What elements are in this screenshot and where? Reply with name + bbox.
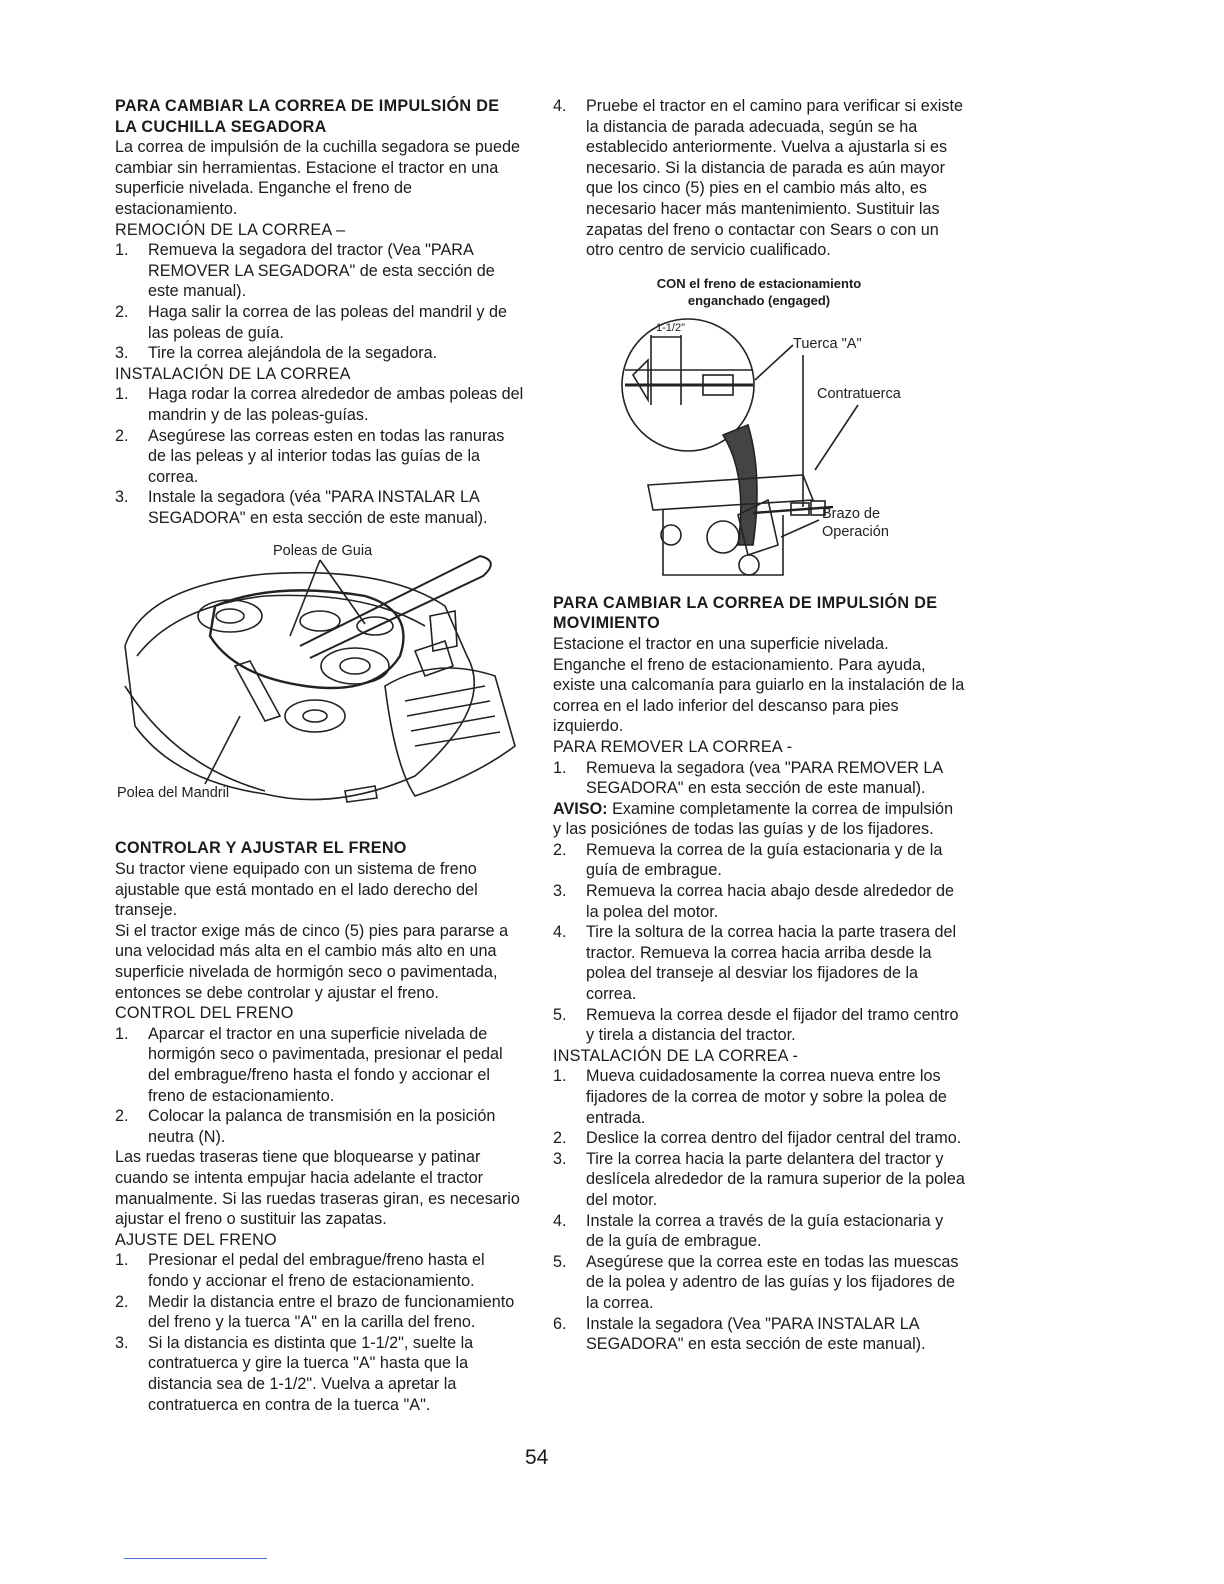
label-measurement: 1-1/2" [656,321,685,334]
brake-adjust-steps [115,1250,525,1415]
mower-deck-figure [115,536,525,836]
drive-install-heading: INSTALACIÓN DE LA CORREA - [553,1046,799,1065]
label-guide-pulleys: Poleas de Guia [273,543,373,560]
list-item: 4. Pruebe el tractor en el camino para verificar si existe la distancia de parada adecuada, según se ha establecido anteriormente. Vuelva a ajustarla si es necesario. Si la distancia de parada es aún mayor que los cinco (5) pies en el cambio más alto, es necesario hacer más mantenimiento. Sustituir las zapatas del freno o contactar con Sears o con un otro centro de servicio cualificado. [553,97,963,260]
figure-caption-line2: enganchado (engaged) [687,292,831,308]
right-column [553,96,965,1355]
section-title-brake: CONTROLAR Y AJUSTAR EL FRENO [115,839,407,858]
removal-heading: REMOCIÓN DE LA CORREA – [115,220,346,239]
list-item: 3. Remueva la correa hacia abajo desde alrededor de la polea del motor. [553,882,955,921]
rear-wheels-note: Las ruedas traseras tiene que bloquearse y patinar cuando se intenta empujar hacia adelante el tractor manualmente. Si las ruedas traseras giran, es necesario ajustar el freno o sustituir las zapatas. [115,1148,520,1229]
list-item: 1. Mueva cuidadosamente la correa nueva entre los fijadores de la correa de motor y sobre la polea de entrada. [553,1067,947,1127]
list-item: 3. Si la distancia es distinta que 1-1/2", suelte la contratuerca y gire la tuerca "A" hasta que la distancia sea de 1-1/2". Vuelva a apretar la contratuerca en contra de la tuerca "A". [115,1333,474,1414]
brake-adjust-heading: AJUSTE DEL FRENO [115,1230,277,1249]
brake-control-heading: CONTROL DEL FRENO [115,1004,294,1023]
label-operating-arm: Brazo de Operación [822,505,889,540]
list-item: 2. Deslice la correa dentro del fijador central del tramo. [553,1129,962,1148]
notice-paragraph [553,799,965,840]
section-title-drive-belt: PARA CAMBIAR LA CORREA DE IMPULSIÓN DE MOVIMIENTO [553,593,938,633]
list-item: 4. Instale la correa a través de la guía estacionaria y de la guía de embrague. [553,1211,944,1251]
list-item: 2. Medir la distancia entre el brazo de funcionamiento del freno y la tuerca "A" en la carilla del freno. [115,1292,515,1332]
label-spindle-pulley: Polea del Mandril [117,785,230,802]
brake-figure [553,275,965,593]
list-item: 2. Remueva la correa de la guía estacionaria y de la guía de embrague. [553,840,943,880]
list-item: 3. Tire la correa alejándola de la segadora. [115,344,438,363]
list-item: 2. Haga salir la correa de las poleas del mandril y de las poleas de guía. [115,302,508,342]
drive-belt-intro: Estacione el tractor en una superficie nivelada. Enganche el freno de estacionamiento. Para ayuda, existe una calcomanía para guiarlo en la instalación de la correa en el lado inferior del descanso para pies izquierdo. [553,634,965,736]
drive-remove-steps [553,840,965,1046]
install-steps [115,384,525,528]
notice-label: AVISO: [553,799,608,818]
notice-text: Examine completamente la correa de impulsión y las posiciónes de todas las guías y de los fijadores. [553,799,954,839]
brake-intro-2: Si el tractor exige más de cinco (5) pies para pararse a una velocidad más alta en el cambio más alto en una superficie nivelada de hormigón seco o pavimentada, entonces se debe controlar y ajustar el freno. [115,921,509,1002]
list-item: 2. Colocar la palanca de transmisión en la posición neutra (N). [115,1107,496,1146]
drive-remove-heading: PARA REMOVER LA CORREA - [553,737,793,756]
blade-belt-intro: La correa de impulsión de la cuchilla segadora se puede cambiar sin herramientas. Estacione el tractor en una superficie nivelada. Enganche el freno de estacionamiento. [115,138,520,218]
figure-caption-line1: CON el freno de estacionamiento [656,275,862,291]
label-locknut: Contratuerca [817,385,901,402]
left-column [115,96,525,1415]
footer-rule [124,1558,267,1559]
list-item: 2. Asegúrese las correas esten en todas las ranuras de las peleas y al interior todas las guías de la correa. [115,426,505,486]
page-number: 54 [525,1446,549,1469]
install-heading: INSTALACIÓN DE LA CORREA [115,364,351,383]
list-item: 3. Instale la segadora (véa "PARA INSTALAR LA SEGADORA" en esta sección de este manual). [115,488,488,527]
list-item: 5. Asegúrese que la correa este en todas las muescas de la polea y adentro de las guías y los fijadores de la correa. [553,1252,959,1312]
brake-illustration [553,275,965,593]
drive-install-steps [553,1066,965,1354]
brake-intro-1: Su tractor viene equipado con un sistema de freno ajustable que está montado en el lado derecho del transeje. [115,860,478,920]
list-item: 4. Tire la soltura de la correa hacia la parte trasera del tractor. Remueva la correa hacia arriba desde la polea del transeje al desviar los fijadores de la correa. [553,923,957,1004]
list-item: 1. Presionar el pedal del embrague/freno hasta el fondo y accionar el freno de estacionamiento. [115,1251,485,1290]
label-nut-a: Tuerca "A" [793,335,862,352]
list-item: 3. Tire la correa hacia la parte delantera del tractor y deslícela alrededor de la ramura superior de la polea del motor. [553,1149,965,1209]
brake-control-steps [115,1024,525,1148]
list-item: 5. Remueva la correa desde el fijador del tramo centro y tirela a distancia del tractor. [553,1005,959,1045]
list-item: 1. Haga rodar la correa alrededor de ambas poleas del mandrin y de las poleas-guías. [115,385,524,424]
list-item: 1. Remueva la segadora (vea "PARA REMOVER LA SEGADORA" en esta sección de este manual). [553,758,943,798]
list-item: 6. Instale la segadora (Vea "PARA INSTALAR LA SEGADORA" en esta sección de este manual). [553,1314,926,1354]
list-item: 1. Aparcar el tractor en una superficie nivelada de hormigón seco o pavimentada, presionar el pedal del embrague/freno hasta el fondo y accionar el freno de estacionamiento. [115,1024,503,1105]
list-item: 1. Remueva la segadora del tractor (Vea "PARA REMOVER LA SEGADORA" de esta sección de este manual). [115,241,495,301]
removal-steps [115,240,525,364]
section-title-blade-belt: PARA CAMBIAR LA CORREA DE IMPULSIÓN DE LA CUCHILLA SEGADORA [115,97,500,136]
